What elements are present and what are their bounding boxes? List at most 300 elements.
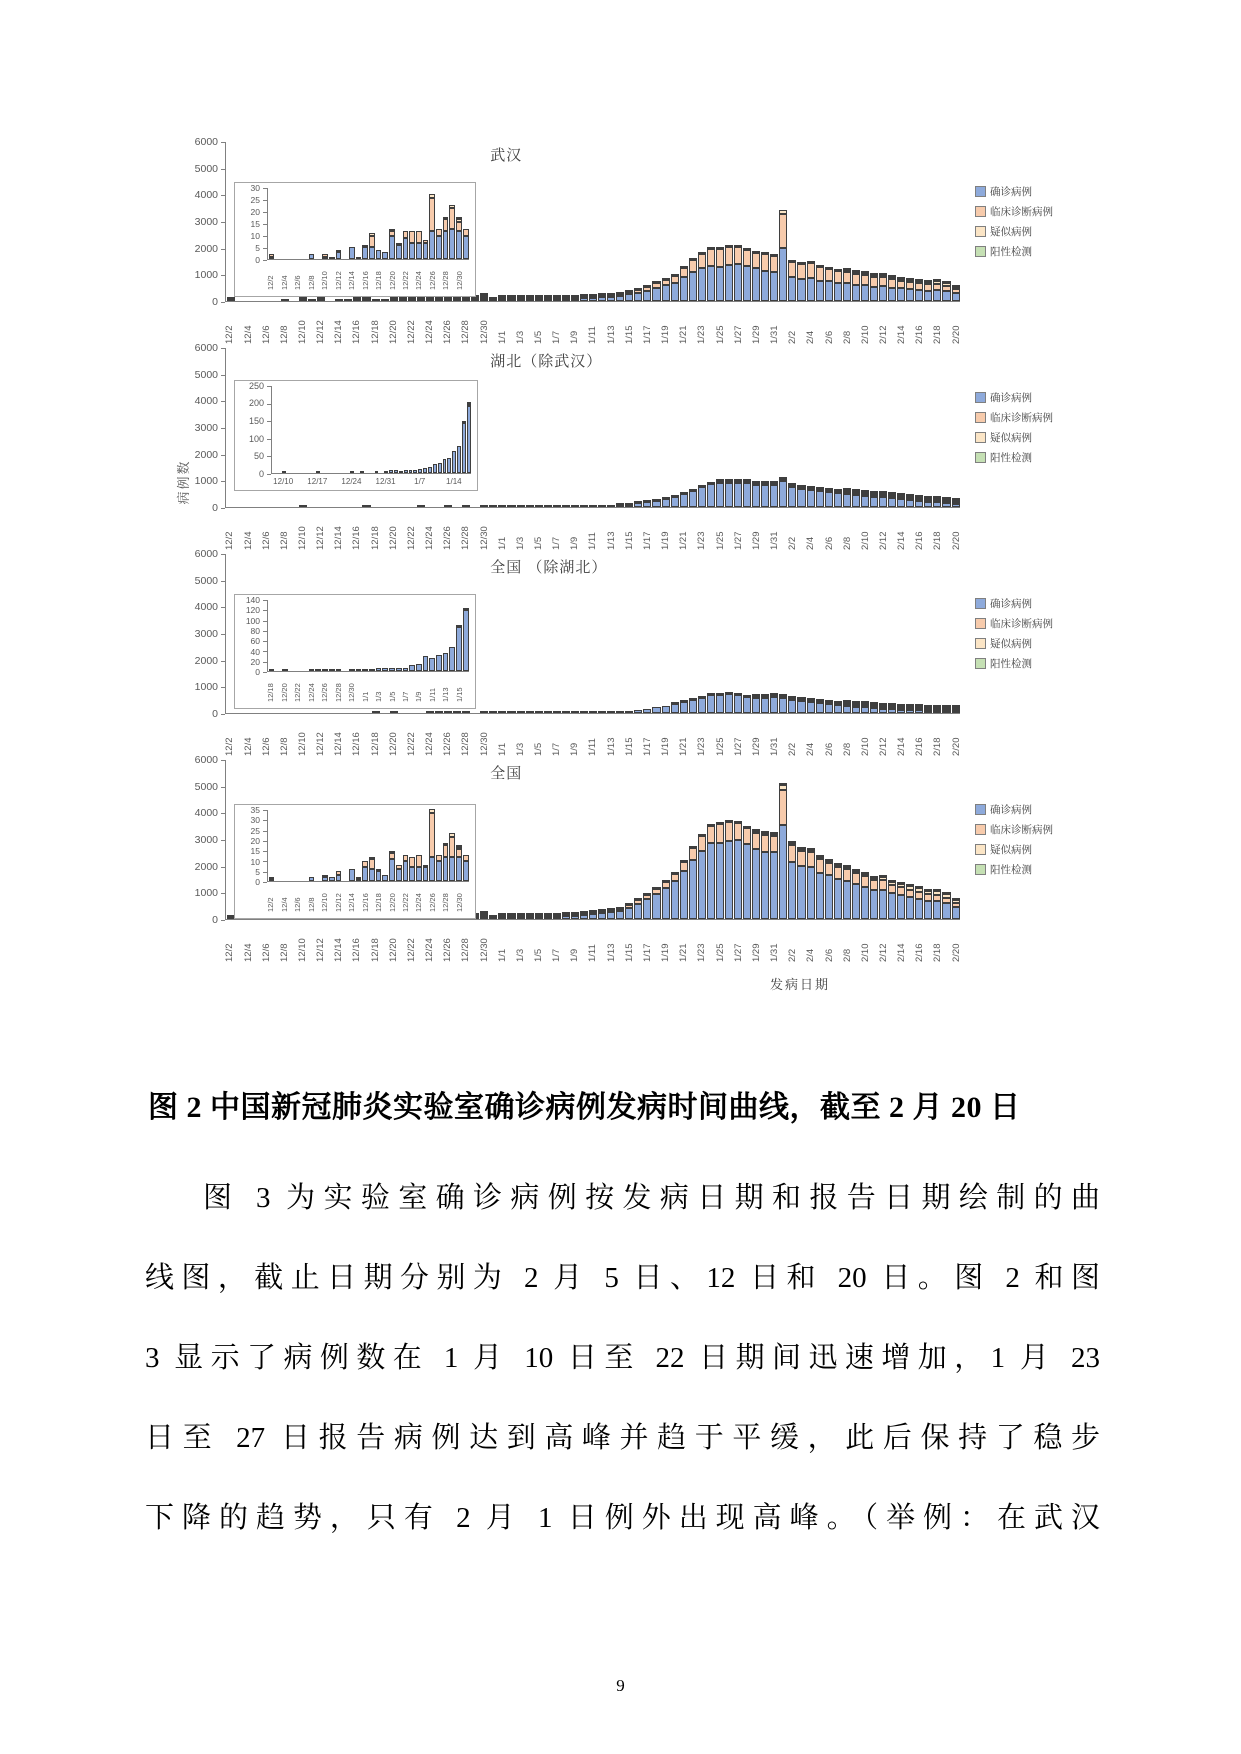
- x-label-slot: [624, 714, 633, 760]
- bar-segment: [834, 493, 842, 507]
- bar: [879, 142, 888, 301]
- x-label-slot: [933, 302, 942, 348]
- x-label-slot: [321, 260, 328, 294]
- bar: [480, 554, 489, 713]
- legend-swatch: [975, 206, 986, 217]
- bar: [851, 760, 860, 919]
- x-tick-label: 12/22: [293, 683, 303, 702]
- bar-segment: [356, 257, 362, 259]
- bar-segment: [834, 283, 842, 301]
- bar: [788, 348, 797, 507]
- bar: [797, 348, 806, 507]
- bar: [806, 142, 815, 301]
- y-tick-label: 0: [258, 468, 264, 479]
- bar-segment: [915, 501, 923, 507]
- bar-segment: [689, 272, 697, 301]
- x-tick-label: 12/2: [224, 531, 236, 550]
- bar-segment: [707, 826, 715, 843]
- bar: [933, 142, 942, 301]
- bar: [395, 600, 402, 671]
- x-tick-label: 1/7: [551, 948, 563, 962]
- x-label-slot: [752, 714, 761, 760]
- bar-segment: [571, 916, 579, 919]
- bar-segment: [689, 860, 697, 919]
- x-tick-label: 12/28: [441, 893, 451, 912]
- x-tick-label: 1/29: [750, 325, 762, 344]
- bar: [275, 600, 282, 671]
- x-label-slot: [456, 672, 463, 706]
- x-label-slot: [788, 714, 797, 760]
- bar-segment: [625, 505, 633, 507]
- bar-segment: [423, 243, 429, 259]
- bar: [369, 188, 376, 259]
- x-tick-label: 2/10: [859, 531, 871, 550]
- x-tick-label: 2/6: [823, 742, 835, 756]
- x-tick-label: 1/5: [387, 691, 397, 702]
- x-tick-label: 1/17: [641, 943, 653, 962]
- bar-segment: [716, 695, 724, 713]
- x-label-slot: [294, 672, 301, 706]
- bar-segment: [924, 291, 932, 302]
- bar-segment: [915, 710, 923, 713]
- bar-segment: [743, 844, 751, 919]
- x-label-slot: [833, 302, 842, 348]
- bar-segment: [471, 299, 479, 301]
- x-tick-label: 1/29: [750, 737, 762, 756]
- x-label-slot: [261, 920, 270, 966]
- bar-segment: [571, 299, 579, 301]
- x-tick-label: 1/1: [496, 742, 508, 756]
- bar-segment: [517, 711, 525, 713]
- bar: [815, 142, 824, 301]
- bar-segment: [852, 873, 860, 884]
- x-tick-label: 12/10: [296, 732, 308, 756]
- x-label-slot: [370, 302, 379, 348]
- bar-segment: [716, 267, 724, 301]
- bar-segment: [369, 247, 375, 259]
- x-label-slot: [375, 260, 382, 294]
- bar-segment: [797, 851, 805, 866]
- x-label-slot: [915, 920, 924, 966]
- x-label-slot: [234, 920, 243, 966]
- x-tick-label: 2/4: [805, 948, 817, 962]
- x-label-slot: [470, 302, 479, 348]
- x-label-slot: [361, 714, 370, 760]
- bar: [436, 188, 443, 259]
- chart-national-ex-hubei: [170, 547, 962, 760]
- bar: [561, 554, 570, 713]
- bar-segment: [652, 707, 660, 713]
- bar-segment: [452, 451, 456, 473]
- x-label-slot: [715, 920, 724, 966]
- x-tick-label: 1/13: [441, 687, 451, 702]
- bar-segment: [607, 505, 615, 507]
- bar-segment: [816, 491, 824, 507]
- bar: [670, 348, 679, 507]
- bar-segment: [409, 243, 415, 259]
- x-tick-label: 12/2: [266, 275, 276, 290]
- y-tick-label: 150: [248, 416, 264, 426]
- bar: [402, 810, 409, 881]
- bar: [561, 760, 570, 919]
- x-label-slot: [334, 672, 341, 706]
- x-label-slot: [316, 714, 325, 760]
- bar-segment: [843, 272, 851, 283]
- bar-segment: [535, 711, 543, 713]
- bar-segment: [329, 877, 335, 881]
- bar: [661, 554, 670, 713]
- x-label-slot: [597, 508, 606, 554]
- x-label-slot: [860, 508, 869, 554]
- bar: [806, 554, 815, 713]
- bar: [824, 142, 833, 301]
- y-tick-label: 0: [255, 255, 260, 266]
- x-label-slot: [933, 714, 942, 760]
- legend-item: [975, 184, 1053, 199]
- paragraph-line: 3 显示了病例数在 1 月 10 日至 22 日期间迅速增加，1 月 23: [145, 1342, 1100, 1374]
- x-label-slot: [624, 302, 633, 348]
- x-tick-label: 2/20: [950, 737, 962, 756]
- y-axis: [237, 380, 271, 479]
- bar-segment: [369, 236, 375, 248]
- chart-row: [170, 341, 1175, 554]
- bar-segment: [870, 287, 878, 302]
- legend-swatch: [975, 432, 986, 443]
- x-label-slot: [770, 302, 779, 348]
- bar-segment: [680, 277, 688, 301]
- x-tick-label: 12/28: [333, 683, 343, 702]
- bar: [761, 760, 770, 919]
- bar-segment: [417, 299, 425, 301]
- x-label-slot: [697, 302, 706, 348]
- y-tick-label: 5000: [194, 162, 218, 175]
- x-label-slot: [442, 260, 449, 294]
- bar-segment: [770, 256, 778, 272]
- x-label-slot: [361, 260, 368, 294]
- bar-segment: [825, 863, 833, 876]
- x-label-slot: [724, 508, 733, 554]
- bar-segment: [743, 250, 751, 266]
- x-label-slot: [388, 260, 395, 294]
- bar-segment: [409, 470, 413, 473]
- x-tick-label: 1/1: [496, 330, 508, 344]
- bar-segment: [616, 911, 624, 919]
- y-tick-label: 10: [250, 856, 260, 867]
- x-label-slot: [942, 714, 951, 760]
- bar-segment: [336, 252, 342, 259]
- x-tick-label: 2/20: [950, 943, 962, 962]
- x-tick-label: 1/3: [514, 330, 526, 344]
- bar: [697, 554, 706, 713]
- x-label-slot: [915, 508, 924, 554]
- bar-segment: [698, 851, 706, 920]
- y-tick-label: 1000: [194, 269, 218, 282]
- x-tick-label: 12/26: [442, 732, 454, 756]
- bar: [824, 348, 833, 507]
- bar-segment: [423, 656, 429, 671]
- bar: [869, 142, 878, 301]
- legend-label: 疑似病例: [990, 638, 1032, 650]
- x-tick-label: 12/2: [266, 897, 276, 912]
- x-label-slot: [461, 920, 470, 966]
- bar-segment: [825, 269, 833, 282]
- bar-segment: [362, 299, 370, 301]
- x-label-slot: [679, 508, 688, 554]
- bar: [752, 554, 761, 713]
- bar-segment: [426, 299, 434, 301]
- x-label-slot: [643, 302, 652, 348]
- x-tick-label: 1/23: [696, 531, 708, 550]
- bar: [552, 554, 561, 713]
- bar-segment: [507, 299, 515, 301]
- x-tick-label: 12/24: [424, 526, 436, 550]
- bar: [688, 554, 697, 713]
- bar-segment: [761, 698, 769, 713]
- bar-segment: [816, 859, 824, 873]
- y-axis-title: 病例数: [176, 459, 191, 505]
- x-label-slot: [815, 508, 824, 554]
- bar-segment: [435, 299, 443, 301]
- bar-segment: [788, 862, 796, 920]
- bar: [879, 554, 888, 713]
- bar-segment: [779, 481, 787, 507]
- plot-area: [267, 810, 469, 882]
- x-label-slot: [334, 508, 343, 554]
- bar: [302, 600, 309, 671]
- bar: [308, 810, 315, 881]
- bar: [652, 348, 661, 507]
- x-tick-label: 1/23: [696, 325, 708, 344]
- x-tick-label: 12/28: [460, 320, 472, 344]
- bar-segment: [716, 249, 724, 267]
- x-label-slot: [334, 882, 341, 916]
- x-tick-label: 12/4: [279, 275, 289, 290]
- bar-segment: [752, 485, 760, 507]
- bar: [625, 348, 634, 507]
- bar-segment: [449, 837, 455, 857]
- bar-segment: [329, 669, 335, 671]
- x-tick-label: 12/26: [320, 683, 330, 702]
- x-label-slot: [348, 882, 355, 916]
- paragraph-line: 下降的趋势，只有 2 月 1 日例外出现高峰。（举例：在武汉: [145, 1502, 1100, 1534]
- x-tick-label: 12/16: [351, 732, 363, 756]
- x-label-slot: [643, 920, 652, 966]
- bar: [670, 142, 679, 301]
- bar-segment: [915, 290, 923, 301]
- bar-segment: [369, 859, 375, 869]
- bar-segment: [933, 290, 941, 301]
- bar: [516, 554, 525, 713]
- bars-area: [268, 600, 469, 671]
- bar-segment: [416, 664, 422, 671]
- bar: [335, 600, 342, 671]
- legend-swatch: [975, 246, 986, 257]
- bar: [924, 348, 933, 507]
- bar-segment: [571, 505, 579, 507]
- x-label-slot: [388, 302, 397, 348]
- y-tick-label: 5: [255, 243, 260, 254]
- bar: [402, 188, 409, 259]
- x-tick-label: 1/15: [623, 325, 635, 344]
- bar: [342, 188, 349, 259]
- bar: [652, 554, 661, 713]
- bar: [806, 760, 815, 919]
- bar: [815, 760, 824, 919]
- bar-segment: [607, 711, 615, 713]
- x-label-slot: [951, 302, 960, 348]
- y-tick-label: 3000: [194, 627, 218, 640]
- x-tick-label: 1/21: [678, 531, 690, 550]
- x-label-slot: [402, 882, 409, 916]
- bar-segment: [463, 861, 469, 881]
- bar-segment: [562, 711, 570, 713]
- y-tick-label: 1000: [194, 887, 218, 900]
- bar-segment: [526, 505, 534, 507]
- x-label-slot: [897, 714, 906, 760]
- bar-segment: [689, 700, 697, 714]
- bar-segment: [616, 505, 624, 507]
- x-label-slot: [298, 714, 307, 760]
- x-label-slot: [842, 302, 851, 348]
- bar: [770, 554, 779, 713]
- bar: [833, 760, 842, 919]
- x-tick-label: 12/14: [347, 271, 357, 290]
- bar-segment: [423, 867, 429, 881]
- x-label-slot: [402, 672, 409, 706]
- bar-segment: [436, 861, 442, 881]
- bar-segment: [680, 862, 688, 872]
- bar: [634, 348, 643, 507]
- x-tick-label: 1/17: [641, 737, 653, 756]
- bar: [869, 554, 878, 713]
- x-label-slot: [456, 260, 463, 294]
- bar-segment: [436, 229, 442, 236]
- legend: [975, 596, 1053, 671]
- legend-item: [975, 842, 1053, 857]
- bar-segment: [770, 852, 778, 919]
- bar-segment: [356, 879, 362, 881]
- x-label-slot: [443, 508, 452, 554]
- y-tick-label: 35: [250, 805, 260, 816]
- bar: [525, 554, 534, 713]
- bar-segment: [462, 423, 466, 473]
- bar-segment: [369, 669, 375, 672]
- x-label-slot: [552, 920, 561, 966]
- x-label-slot: [488, 302, 497, 348]
- y-tick-label: 15: [250, 846, 260, 857]
- bar: [924, 554, 933, 713]
- x-tick-label: 12/6: [260, 943, 272, 962]
- x-label-slot: [806, 302, 815, 348]
- bar: [498, 142, 507, 301]
- bar-segment: [517, 505, 525, 507]
- bar-segment: [843, 881, 851, 919]
- x-tick-label: 12/30: [478, 320, 490, 344]
- bar: [382, 188, 389, 259]
- bar-segment: [662, 888, 670, 919]
- x-tick-label: 12/22: [405, 320, 417, 344]
- y-tick-label: 200: [248, 398, 264, 409]
- x-tick-label: 12/12: [315, 320, 327, 344]
- legend-label: 阳性检测: [990, 658, 1032, 670]
- bar: [734, 554, 743, 713]
- x-tick-label: 1/15: [623, 531, 635, 550]
- bar-segment: [449, 208, 455, 229]
- bar: [525, 348, 534, 507]
- x-label-slot: [294, 260, 301, 294]
- bar: [734, 760, 743, 919]
- x-tick-label: 12/4: [242, 943, 254, 962]
- bar: [480, 760, 489, 919]
- x-label-slot: [375, 882, 382, 916]
- bar-segment: [429, 198, 435, 231]
- x-label-slot: [706, 714, 715, 760]
- bar-segment: [480, 299, 488, 301]
- x-tick-label: 12/18: [266, 683, 276, 702]
- bar-segment: [382, 252, 388, 259]
- y-axis: [237, 805, 267, 888]
- bar-segment: [897, 499, 905, 507]
- bar: [409, 188, 416, 259]
- bar-segment: [870, 708, 878, 713]
- legend-label: 疑似病例: [990, 844, 1032, 856]
- bar-segment: [888, 893, 896, 919]
- bar: [616, 348, 625, 507]
- x-tick-label: 2/16: [914, 531, 926, 550]
- bar-segment: [589, 298, 597, 301]
- bar: [489, 348, 498, 507]
- x-tick-label: 12/2: [224, 737, 236, 756]
- x-label-slot: [461, 508, 470, 554]
- bar-segment: [269, 879, 275, 881]
- x-label-slot: [316, 920, 325, 966]
- x-tick-label: 12/24: [414, 271, 424, 290]
- bar-segment: [933, 502, 941, 507]
- x-tick-label: 1/19: [660, 737, 672, 756]
- bar-segment: [725, 247, 733, 265]
- bar-segment: [498, 917, 506, 919]
- bar: [933, 348, 942, 507]
- bar: [543, 348, 552, 507]
- y-tick-label: 1000: [194, 475, 218, 488]
- bar: [402, 600, 409, 671]
- bar: [369, 810, 376, 881]
- bar: [625, 554, 634, 713]
- y-tick-label: 3000: [194, 421, 218, 434]
- plot-area: [225, 554, 960, 714]
- x-label-slot: [316, 302, 325, 348]
- bar-segment: [356, 669, 362, 671]
- body-paragraph: [145, 1158, 1100, 1558]
- bar: [498, 554, 507, 713]
- bar: [706, 760, 715, 919]
- bar: [643, 554, 652, 713]
- x-tick-label: 12/16: [351, 526, 363, 550]
- x-tick-label: 1/31: [769, 325, 781, 344]
- bar-segment: [389, 859, 395, 881]
- x-label-slot: [833, 508, 842, 554]
- x-tick-label: 1/27: [732, 531, 744, 550]
- x-tick-label: 2/10: [859, 737, 871, 756]
- x-label-slot: [643, 508, 652, 554]
- bar: [788, 142, 797, 301]
- bar-segment: [382, 875, 388, 881]
- bar: [842, 760, 851, 919]
- x-tick-label: 1/19: [660, 325, 672, 344]
- bar-segment: [456, 231, 462, 259]
- x-tick-label: 12/12: [333, 893, 343, 912]
- bar: [543, 760, 552, 919]
